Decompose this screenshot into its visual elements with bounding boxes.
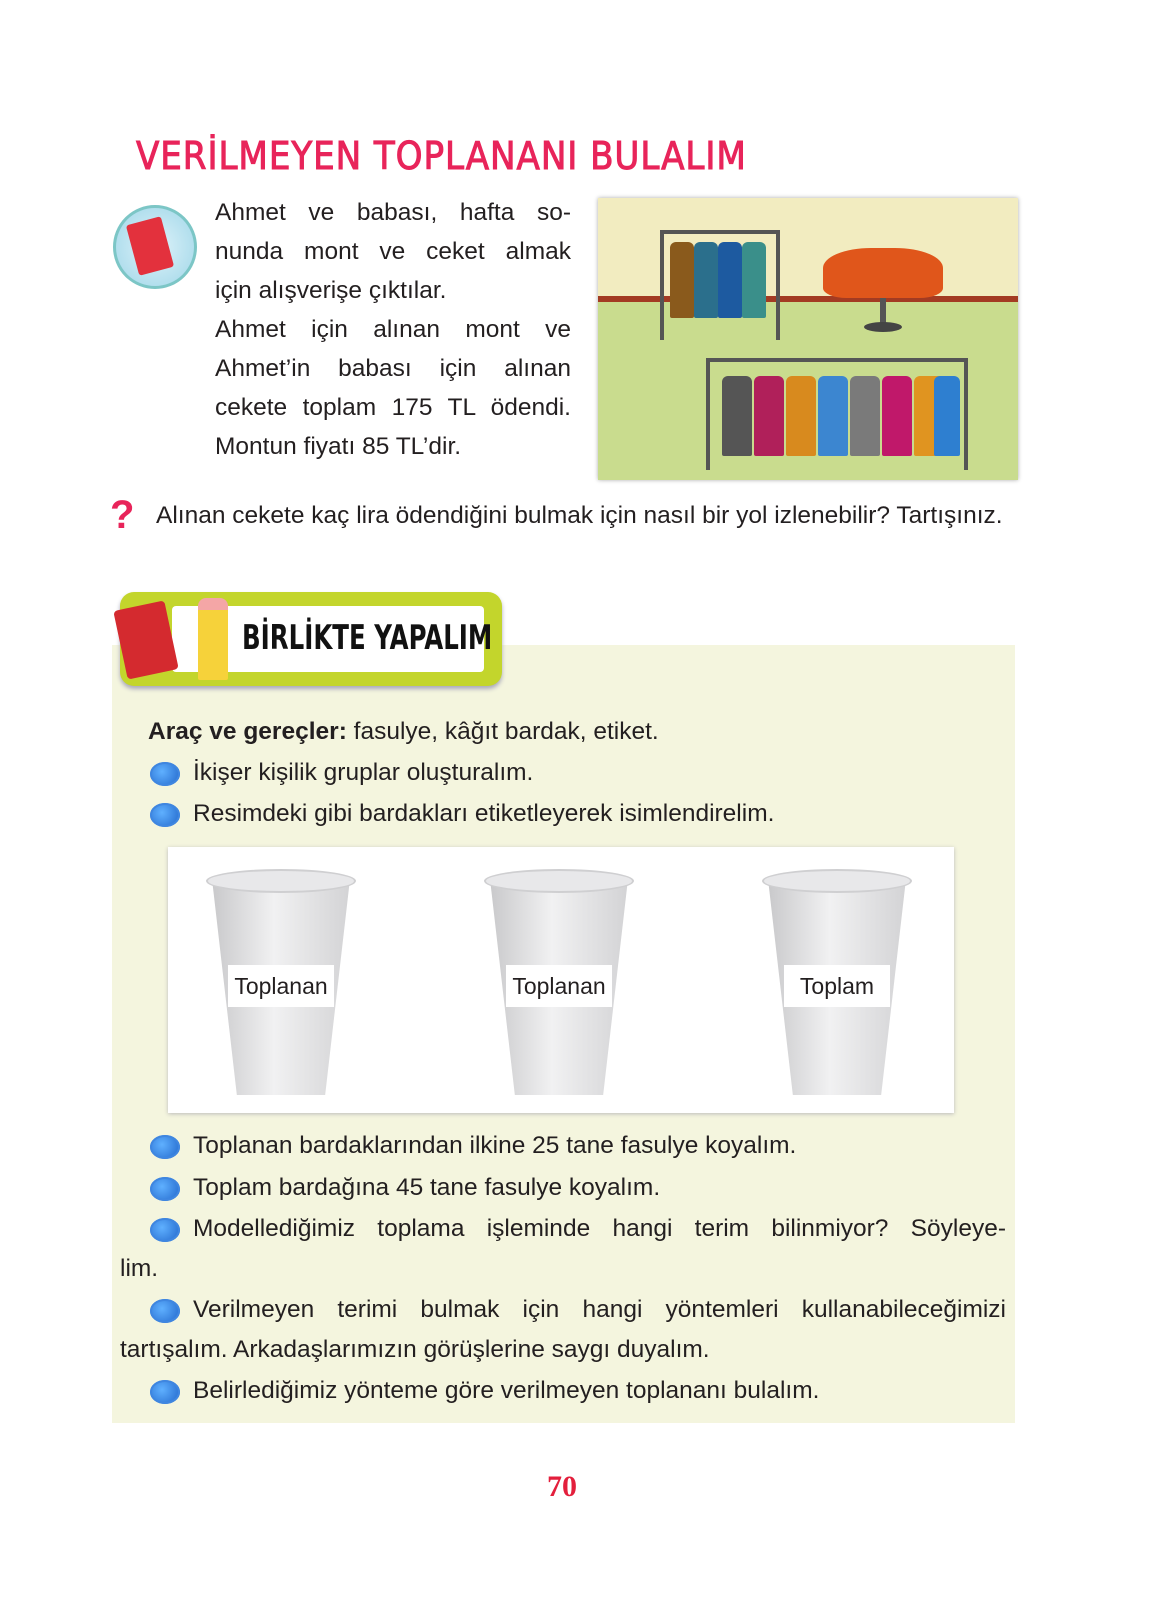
step: İkişer kişilik gruplar oluşturalım. xyxy=(193,759,534,786)
story-line: Ahmet’in babası için alınan xyxy=(215,355,571,382)
bullet-icon xyxy=(150,1135,180,1159)
materials-label: Araç ve gereçler: xyxy=(148,718,347,745)
cups-illustration xyxy=(168,847,954,1113)
story-line: Montun fiyatı 85 TL’dir. xyxy=(215,433,462,460)
bullet-icon xyxy=(150,1177,180,1201)
materials xyxy=(148,717,659,747)
step: Resimdeki gibi bardakları etiketleyerek isimlendirelim. xyxy=(193,800,775,827)
story-text xyxy=(215,193,571,466)
clothing-store-illustration xyxy=(598,198,1018,480)
story-line: için alışverişe çıktılar. xyxy=(215,277,447,304)
step-continuation: tartışalım. Arkadaşlarımızın görüşlerine saygı duyalım. xyxy=(120,1336,710,1363)
step: Toplam bardağına 45 tane fasulye koyalım. xyxy=(193,1174,661,1201)
page-number: 70 xyxy=(547,1470,577,1503)
cup-label: Toplanan xyxy=(506,965,612,1007)
step: Verilmeyen terimi bulmak için hangi yöntemleri kullanabileceğimizi xyxy=(193,1296,1006,1323)
story-line: nunda mont ve ceket almak xyxy=(215,238,571,265)
bullet-icon xyxy=(150,1218,180,1242)
question-text: Alınan cekete kaç lira ödendiğini bulmak için nasıl bir yol izlenebilir? Tartışınız. xyxy=(156,502,1003,529)
banner-title: BİRLİKTE YAPALIM xyxy=(242,618,493,658)
story-line: Ahmet için alınan mont ve xyxy=(215,316,571,343)
step: Belirlediğimiz yönteme göre verilmeyen toplananı bulalım. xyxy=(193,1377,820,1404)
question-mark-icon: ? xyxy=(110,493,135,537)
materials-list: fasulye, kâğıt bardak, etiket. xyxy=(346,718,659,745)
step-continuation: lim. xyxy=(120,1255,159,1282)
story-line: cekete toplam 175 TL ödendi. xyxy=(215,394,571,421)
cup xyxy=(206,869,356,1097)
bullet-icon xyxy=(150,803,180,827)
step: Modellediğimiz toplama işleminde hangi terim bilinmiyor? Söyleye- xyxy=(193,1215,1006,1242)
bullet-icon xyxy=(150,1299,180,1323)
step: Toplanan bardaklarından ilkine 25 tane fasulye koyalım. xyxy=(193,1132,797,1159)
cup xyxy=(762,869,912,1097)
story-line: Ahmet ve babası, hafta so- xyxy=(215,199,571,226)
cup-label: Toplanan xyxy=(228,965,334,1007)
cup-label: Toplam xyxy=(784,965,890,1007)
bullet-icon xyxy=(150,762,180,786)
cup xyxy=(484,869,634,1097)
bullet-icon xyxy=(150,1380,180,1404)
pencil-mascot-icon xyxy=(198,598,228,680)
page-title: VERİLMEYEN TOPLANANI BULALIM xyxy=(136,134,747,178)
